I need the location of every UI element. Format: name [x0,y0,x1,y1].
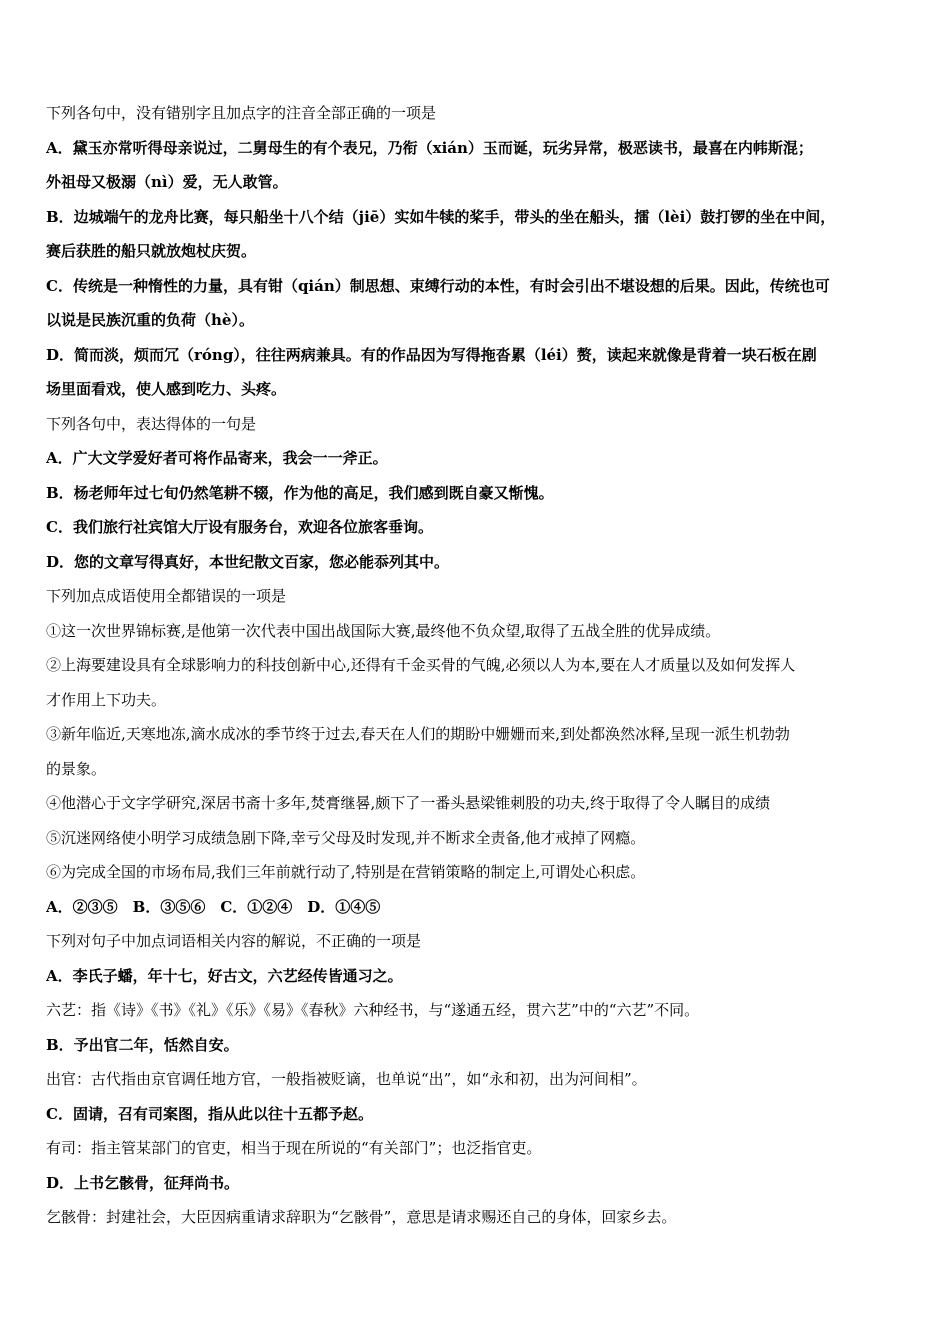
text-line: 场里面看戏，使人感到吃力、头疼。 [46,380,287,398]
text-line: 乞骸骨：封建社会，大臣因病重请求辞职为“乞骸骨”，意思是请求赐还自己的身体，回家乡去。 [46,1208,677,1226]
text-line: 下列各句中，没有错别字且加点字的注音全部正确的一项是 [46,104,437,122]
text-line: D．简而淡，烦而冗（róng），往往两病兼具。有的作品因为写得拖沓累（léi）赘，读起来就像是背着一块石板在剧 [46,345,817,364]
text-line: 的景象。 [46,759,107,778]
text-line: ①这一次世界锦标赛,是他第一次代表中国出战国际大赛,最终他不负众望,取得了五战全胜的优异成绩。 [46,621,721,640]
text-line: B．边城端午的龙舟比赛，每只船坐十八个结（jiē）实如牛犊的桨手，带头的坐在船头，擂（lèi）鼓打锣的坐在中间， [46,207,836,226]
text-line: A．②③⑤ B．③⑤⑥ C．①②④ D．①④⑤ [46,897,381,916]
text-line: D．您的文章写得真好，本世纪散文百家，您必能忝列其中。 [46,552,450,571]
text-line: 下列各句中，表达得体的一句是 [46,414,257,433]
text-line: C．我们旅行社宾馆大厅设有服务台，欢迎各位旅客垂询。 [46,518,433,536]
text-line: 才作用上下功夫。 [46,690,167,709]
text-line: D．上书乞骸骨，征拜尚书。 [46,1173,240,1192]
text-line: ⑤沉迷网络使小明学习成绩急剧下降,幸亏父母及时发现,并不断求全责备,他才戒掉了网瘾。 [46,828,646,847]
text-line: 出官：古代指由京官调任地方官，一般指被贬谪，也单说“出”，如“永和初，出为河间相”。 [46,1070,647,1088]
text-line: B．予出官二年，恬然自安。 [46,1035,239,1054]
text-line: 下列对句子中加点词语相关内容的解说，不正确的一项是 [46,932,422,950]
text-line: 外祖母又极溺（nì）爱，无人敢管。 [46,173,288,191]
text-line: 下列加点成语使用全都错误的一项是 [46,587,287,605]
text-line: A．广大文学爱好者可将作品寄来，我会一一斧正。 [46,449,388,467]
text-line: A．李氏子蟠，年十七，好古文，六艺经传皆通习之。 [46,966,403,985]
text-line: ③新年临近,天寒地冻,滴水成冰的季节终于过去,春天在人们的期盼中姗姗而来,到处都涣然冰释,呈现一派生机勃勃 [46,725,790,743]
text-line: A．黛玉亦常听得母亲说过，二舅母生的有个表兄，乃衔（xián）玉而诞，玩劣异常，极恶读书，最喜在内帏斯混； [46,138,813,157]
text-line: 六艺：指《诗》《书》《礼》《乐》《易》《春秋》六种经书，与“遂通五经，贯六艺”中的“六艺”不同。 [46,1001,700,1019]
text-line: ⑥为完成全国的市场布局,我们三年前就行动了,特别是在营销策略的制定上,可谓处心积虑。 [46,863,646,881]
text-line: 以说是民族沉重的负荷（hè）。 [46,311,254,329]
text-line: 赛后获胜的船只就放炮杖庆贺。 [46,242,257,260]
text-line: 有司：指主管某部门的官吏，相当于现在所说的“有关部门”；也泛指官吏。 [46,1139,542,1157]
text-line: ②上海要建设具有全球影响力的科技创新中心,还得有千金买骨的气魄,必须以人为本,要在人才质量以及如何发挥人 [46,656,796,674]
text-line: C．固请，召有司案图，指从此以往十五都予赵。 [46,1104,373,1123]
text-line: C．传统是一种惰性的力量，具有钳（qián）制思想、束缚行动的本性，有时会引出不堪设想的后果。因此，传统也可 [46,276,830,295]
text-line: ④他潜心于文字学研究,深居书斋十多年,焚膏继晷,颇下了一番头悬梁锥刺股的功夫,终于取得了令人瞩目的成绩 [46,794,771,812]
document-page [46,96,908,1235]
text-line: B．杨老师年过七旬仍然笔耕不辍，作为他的高足，我们感到既自豪又惭愧。 [46,483,554,502]
